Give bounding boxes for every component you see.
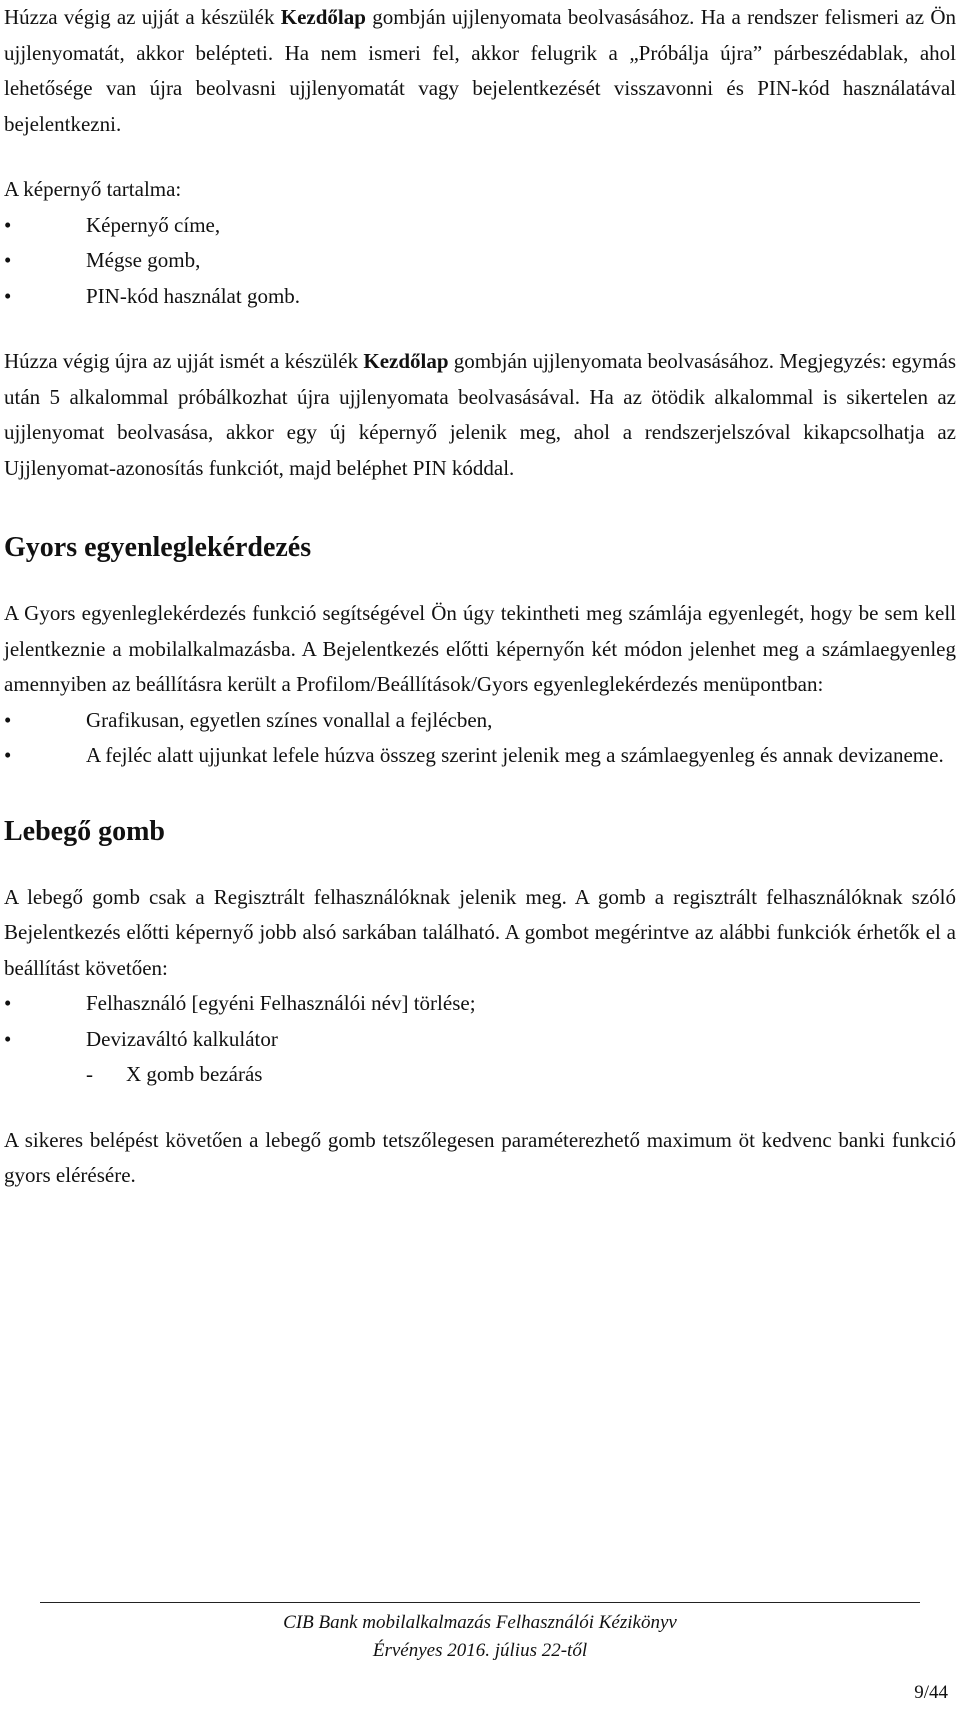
intro-paragraph <box>4 0 956 142</box>
list-item: • Felhasználó [egyéni Felhasználói név] törlése; <box>4 986 956 1022</box>
bullet-icon: • <box>4 991 12 1015</box>
intro-bold-home: Kezdőlap <box>280 5 366 29</box>
bullet-icon: • <box>4 283 12 308</box>
footer-valid-date: Érvényes 2016. július 22-től <box>372 1640 588 1661</box>
list-item: • A fejléc alatt ujjunkat lefele húzva összeg szerint jelenik meg a számlaegyenleg és annak devizaneme. <box>4 738 956 774</box>
footer-title: CIB Bank mobilalkalmazás Felhasználói Kézikönyv <box>283 1612 677 1633</box>
bullet-icon: • <box>4 1026 12 1051</box>
list-item: • Grafikusan, egyetlen színes vonallal a fejlécben, <box>4 703 956 739</box>
list-item: • Devizaváltó kalkulátor <box>4 1022 956 1058</box>
floating-button-paragraph: A lebegő gomb csak a Regisztrált felhasználóknak jelenik meg. A gomb a regisztrált felhasználóknak szóló Bejelentkezés előtti képernyő jobb alsó sarkában található. A gombot megérintve az alábbi funkciók érhetők el a beállítást követően: <box>4 884 956 980</box>
page-number: 9/44 <box>914 1682 948 1703</box>
floating-button-closing: A sikeres belépést követően a lebegő gomb tetszőlegesen paraméterezhető maximum öt kedvenc banki funkció gyors elérésére. <box>4 1127 956 1187</box>
screen-contents-list <box>4 208 956 315</box>
retry-text-1: Húzza végig újra az ujját ismét a készülék <box>4 349 364 373</box>
list-item: • PIN-kód használat gomb. <box>4 279 956 315</box>
document-page <box>4 0 956 1194</box>
quick-balance-paragraph: A Gyors egyenleglekérdezés funkció segítségével Ön úgy tekintheti meg számlája egyenlegét, hogy be sem kell jelentkeznie a mobilalkalmazásba. A Bejelentkezés előtti képernyőn két módon jelenhet meg a számlaegyenleg amennyiben az beállításra került a Profilom/Beállítások/Gyors egyenleglekérdezés menüpontban: <box>4 601 956 696</box>
footer-divider <box>40 1602 920 1603</box>
bullet-icon: • <box>4 707 12 732</box>
retry-bold-home: Kezdőlap <box>363 349 449 373</box>
bullet-icon: • <box>4 248 12 272</box>
quick-balance-heading: Gyors egyenleglekérdezés <box>4 532 312 563</box>
list-item: • Mégse gomb, <box>4 243 956 279</box>
list-item-dash: - X gomb bezárás <box>4 1057 956 1093</box>
screen-contents-title: A képernyő tartalma: <box>4 177 182 201</box>
intro-text-2: gombján ujjlenyomata beolvasásához. Ha a rendszer felismeri az Ön ujjlenyomatát, akkor belépteti. Ha nem ismeri fel, akkor felugrik a „Próbálja újra” párbeszédablak, ahol lehetősége van újra beolvasni ujjlenyomatát vagy bejelentkezését visszavonni és PIN-kód használatával bejelentkezni. <box>4 5 957 136</box>
bullet-icon: • <box>4 212 12 237</box>
floating-button-list <box>4 986 956 1093</box>
retry-text-2: gombján ujjlenyomata beolvasásához. Megjegyzés: egymás után 5 alkalommal próbálkozhat újra ujjlenyomata beolvasásával. Ha az ötödik alkalommal is sikertelen az ujjlenyomat beolvasása, akkor egy új képernyő jelenik meg, ahol a rendszerjelszóval kikapcsolhatja az Ujjlenyomat-azonosítás funkciót, majd beléphet PIN kóddal. <box>4 349 956 480</box>
retry-paragraph <box>4 344 956 486</box>
floating-button-heading: Lebegő gomb <box>4 815 165 847</box>
quick-balance-list <box>4 703 956 774</box>
dash-icon: - <box>86 1062 93 1086</box>
intro-text-1: Húzza végig az ujját a készülék <box>4 5 281 29</box>
list-item: • Képernyő címe, <box>4 208 956 244</box>
bullet-icon: • <box>4 743 12 767</box>
